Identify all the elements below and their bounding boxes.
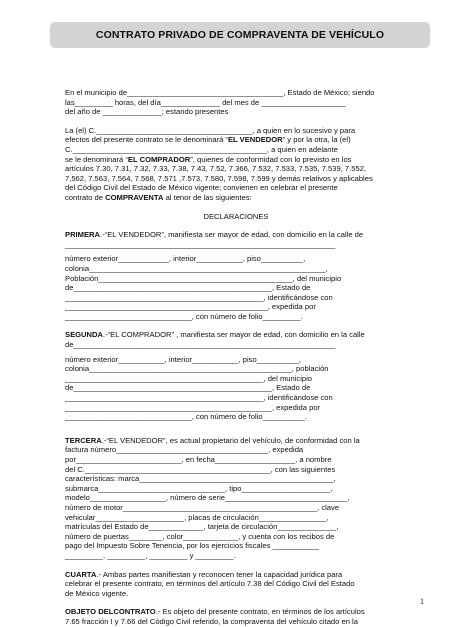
parties-line: del Código Civil del Estado de México vigente; convienen en celebrar el presente [65,183,338,193]
clause-line [65,436,407,446]
clause-label: OBJETO DELCONTRATO [65,607,156,617]
clause-line: celebrar el presente contrato, en términos del artículo 7.38 del Código Civil del Estado [65,579,355,589]
parties-line: 7,562, 7.563, 7.564, 7.568, 7.571 ,7.573, 7.580, 7.598, 7.599 y demás relativos y aplicables [65,173,373,183]
clause-text: .-“EL VENDEDOR”, manifiesta ser mayor de edad, con domicilio en la calle de [100,230,364,240]
clause-line: factura número____________________________________, expedida [65,445,304,455]
clause-line: modelo__________________, número de serie_____________________________, [65,493,350,503]
segunda-clause [65,330,407,421]
cuarta-clause [65,570,407,599]
document-title: CONTRATO PRIVADO DE COMPRAVENTA DE VEHÍCULO [95,29,385,41]
clause-line: 7.65 fracción I y 7.66 del Código Civil referido, la compraventa del vehículo citado en la [65,616,358,626]
clause-line: _______________________________________________, identificándose con [65,292,333,302]
clause-line [65,230,407,240]
declaraciones-heading: DECLARACIONES [203,211,269,221]
clause-line [65,570,407,580]
clause-line: pago del Impuesto Sobre Tenencia, por los ejercicios fiscales ___________ [65,541,319,551]
clause-label: TERCERA [65,435,102,445]
clause-line: _______________________________________________, del municipio [65,373,313,383]
clause-line: número exterior___________, interior___________, piso__________, [65,354,302,364]
parties-paragraph [65,126,407,203]
vendedor-term: EL VENDEDOR [227,135,283,145]
parties-line [65,193,407,203]
clause-label: SEGUNDA [65,330,103,340]
title-banner [50,22,430,48]
clause-text: .- Ambas partes manifiestan y reconocen tener la capacidad jurídica para [96,569,343,579]
clause-line: ________________________________________________________________ [65,239,336,249]
intro-line: las_________ horas, del día______________ del mes de ____________________ [65,97,346,107]
clause-label: PRIMERA [65,230,101,240]
parties-line: artículos 7.30, 7.31, 7.32, 7.33, 7.38, 7.43, 7.52, 7.366, 7.532, 7.533, 7.535, 7.539, 7.552, [65,164,367,174]
clause-line: de______________________________________________________________ [65,340,336,350]
clause-text: .- Es objeto del presente contrato, en términos de los artículos [155,607,365,617]
clause-line: número de motor______________________________________________, clave [65,502,340,512]
clause-line: vehicular_____________________, placas de circulación________________, [65,512,329,522]
parties-line: C.______________________________________________, a quien en adelante [65,144,338,154]
clause-line: matrículas del Estado de_____________, tarjeta de circulación______________, [65,522,339,532]
clause-line [65,607,407,617]
clause-line: de_______________________________________________, Estado de [65,383,311,393]
clause-line: ______________________________, con número de folio__________. [65,412,307,422]
clause-line: número de puertas________, color_____________, y cuenta con los recibos de [65,531,335,541]
parties-line [65,155,407,165]
comprador-term: EL COMPRADOR [127,154,191,164]
clause-line: características: marca______________________________________________, [65,474,336,484]
parties-text: ”, quienes de conformidad con lo previsto en los [190,154,352,164]
tercera-clause [65,436,407,561]
document-body [65,88,407,627]
clause-line: colonia________________________________________________, población [65,364,329,374]
parties-text: se le denominará “ [65,154,128,164]
clause-line: del C.____________________________________________, con las siguientes [65,464,336,474]
clause-line: _______________________________________________, identificándose con [65,393,333,403]
parties-text: contrato de [65,192,106,202]
clause-line: de_______________________________________________, Estado de [65,283,311,293]
clause-label: CUARTA [65,569,97,579]
clause-line: por_________________________, en fecha___________________, a nombre [65,455,332,464]
intro-line: del año de ______________; estando presentes [65,107,229,117]
parties-text: ” y por la otra, la (el) [282,135,351,145]
intro-paragraph [65,88,407,117]
clause-text: .-“EL VENDEDOR”, es actual propietario del vehículo, de conformidad con la [101,435,360,445]
clause-line: _________, _________, _________ y _________. [65,550,236,560]
clause-line: Población______________________________________________, del municipio [65,273,342,283]
parties-text: al tenor de las siguientes: [163,192,252,202]
parties-text: efectos del presente contrato se le denominará “ [65,135,228,145]
clause-line: colonia________________________________________________________, [65,263,328,273]
parties-line: La (el) C._____________________________________, a quien en lo sucesivo y para [65,125,356,135]
objeto-clause [65,607,407,626]
clause-line: ________________________________________________, expedida por [65,302,316,312]
clause-text: .-“EL COMPRADOR” , manifiesta ser mayor de edad, con domicilio en la calle [102,330,365,340]
intro-line: En el municipio de_____________________________________, Estado de México; siendo [65,88,375,97]
clause-line: número exterior____________, interior___________, piso__________, [65,254,306,264]
parties-line [65,135,407,145]
compraventa-term: COMPRAVENTA [105,192,164,202]
clause-line: _________________________________________________, expedida por [65,402,321,412]
clause-line: ______________________________, con número de folio_________. [65,311,303,321]
clause-line: submarca______________________________, tipo_____________________, [65,483,333,493]
primera-clause [65,230,407,321]
clause-line [65,330,407,340]
clause-line: de México vigente. [65,588,129,598]
page-number: 1 [420,597,424,606]
